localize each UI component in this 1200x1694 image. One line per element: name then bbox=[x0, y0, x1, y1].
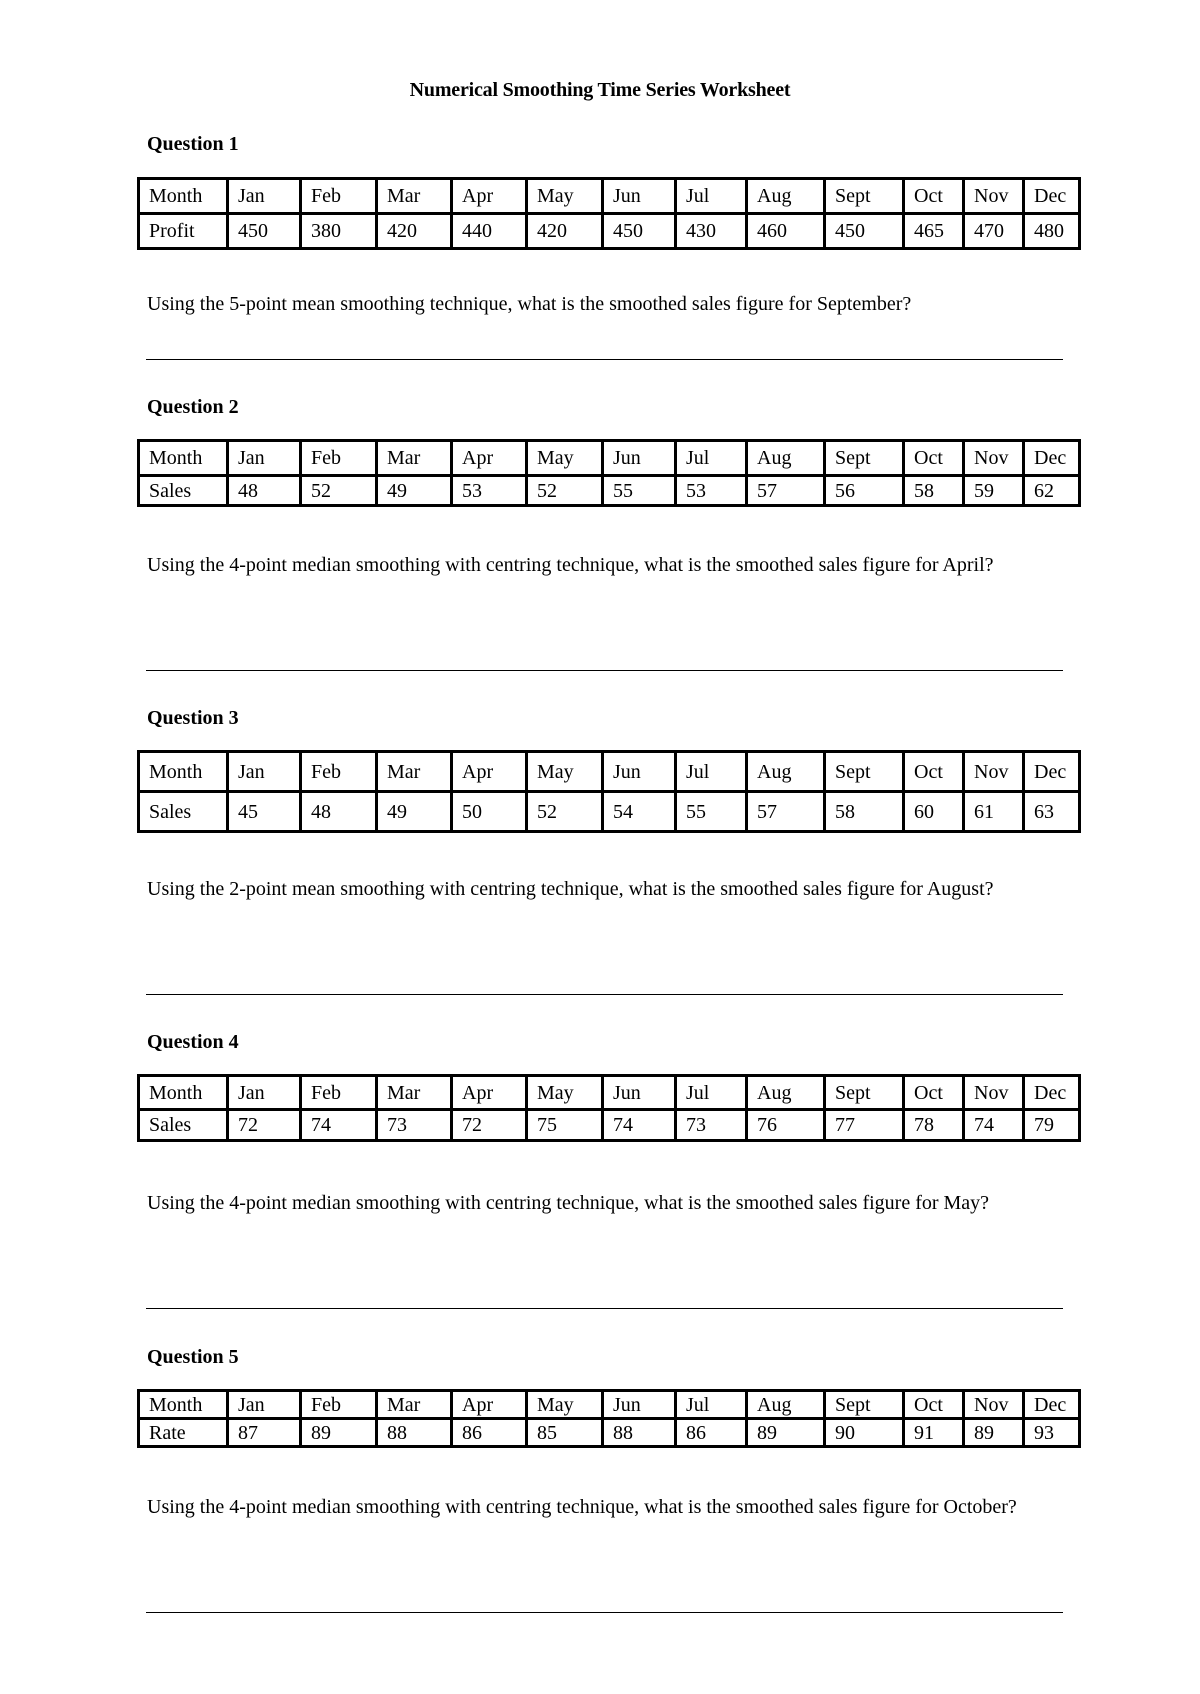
value-row bbox=[139, 214, 1080, 249]
month-cell: Mar bbox=[377, 441, 452, 476]
data-table bbox=[137, 1389, 1081, 1448]
question-heading: Question 1 bbox=[147, 133, 239, 155]
question-heading: Question 3 bbox=[147, 707, 239, 729]
value-cell: 77 bbox=[825, 1110, 904, 1141]
value-cell: 57 bbox=[747, 476, 825, 506]
value-cell: 88 bbox=[377, 1419, 452, 1447]
value-cell: 79 bbox=[1024, 1110, 1080, 1141]
question-heading: Question 4 bbox=[147, 1031, 239, 1053]
month-cell: Sept bbox=[825, 1076, 904, 1110]
value-cell: 420 bbox=[527, 214, 603, 249]
month-cell: Feb bbox=[301, 441, 377, 476]
value-cell: 53 bbox=[676, 476, 747, 506]
value-cell: 45 bbox=[228, 792, 301, 832]
row-label-cell: Sales bbox=[139, 1110, 228, 1141]
month-cell: Jul bbox=[676, 752, 747, 792]
value-cell: 59 bbox=[964, 476, 1024, 506]
month-header-row bbox=[139, 1076, 1080, 1110]
value-cell: 63 bbox=[1024, 792, 1080, 832]
month-cell: Apr bbox=[452, 1391, 527, 1419]
month-cell: Sept bbox=[825, 1391, 904, 1419]
month-cell: Aug bbox=[747, 752, 825, 792]
answer-line[interactable] bbox=[146, 1308, 1063, 1309]
month-header-row bbox=[139, 752, 1080, 792]
question-prompt: Using the 4-point median smoothing with centring technique, what is the smoothed sales figure for May? bbox=[147, 1192, 990, 1214]
value-cell: 86 bbox=[676, 1419, 747, 1447]
question-prompt: Using the 4-point median smoothing with centring technique, what is the smoothed sales figure for April? bbox=[147, 554, 994, 576]
month-cell: Nov bbox=[964, 752, 1024, 792]
month-cell: Jun bbox=[603, 441, 676, 476]
value-cell: 54 bbox=[603, 792, 676, 832]
month-cell: Oct bbox=[904, 441, 964, 476]
month-cell: Feb bbox=[301, 179, 377, 214]
value-cell: 85 bbox=[527, 1419, 603, 1447]
value-cell: 62 bbox=[1024, 476, 1080, 506]
month-cell: Sept bbox=[825, 752, 904, 792]
question-heading: Question 2 bbox=[147, 396, 239, 418]
value-cell: 88 bbox=[603, 1419, 676, 1447]
month-cell: Oct bbox=[904, 1391, 964, 1419]
month-cell: Mar bbox=[377, 1391, 452, 1419]
value-cell: 55 bbox=[603, 476, 676, 506]
value-cell: 89 bbox=[747, 1419, 825, 1447]
value-cell: 91 bbox=[904, 1419, 964, 1447]
month-cell: Sept bbox=[825, 179, 904, 214]
value-cell: 470 bbox=[964, 214, 1024, 249]
row-label-cell: Sales bbox=[139, 792, 228, 832]
value-cell: 49 bbox=[377, 476, 452, 506]
value-cell: 60 bbox=[904, 792, 964, 832]
month-cell: May bbox=[527, 1076, 603, 1110]
row-label-cell: Rate bbox=[139, 1419, 228, 1447]
value-row bbox=[139, 1419, 1080, 1447]
value-cell: 56 bbox=[825, 476, 904, 506]
month-cell: May bbox=[527, 441, 603, 476]
month-cell: Dec bbox=[1024, 1391, 1080, 1419]
month-cell: Aug bbox=[747, 1076, 825, 1110]
value-cell: 89 bbox=[301, 1419, 377, 1447]
value-cell: 465 bbox=[904, 214, 964, 249]
month-cell: Dec bbox=[1024, 752, 1080, 792]
question-heading: Question 5 bbox=[147, 1346, 239, 1368]
question-prompt: Using the 5-point mean smoothing technique, what is the smoothed sales figure for September? bbox=[147, 293, 912, 315]
value-cell: 73 bbox=[676, 1110, 747, 1141]
month-cell: Nov bbox=[964, 441, 1024, 476]
month-cell: Mar bbox=[377, 179, 452, 214]
month-header-row bbox=[139, 441, 1080, 476]
month-cell: Apr bbox=[452, 752, 527, 792]
value-cell: 86 bbox=[452, 1419, 527, 1447]
value-cell: 61 bbox=[964, 792, 1024, 832]
value-cell: 460 bbox=[747, 214, 825, 249]
data-table bbox=[137, 177, 1081, 250]
value-cell: 450 bbox=[228, 214, 301, 249]
month-cell: Oct bbox=[904, 179, 964, 214]
question-prompt: Using the 4-point median smoothing with centring technique, what is the smoothed sales figure for October? bbox=[147, 1496, 1017, 1518]
data-table bbox=[137, 439, 1081, 507]
month-cell: Aug bbox=[747, 441, 825, 476]
month-cell: Nov bbox=[964, 179, 1024, 214]
question-prompt: Using the 2-point mean smoothing with centring technique, what is the smoothed sales figure for August? bbox=[147, 878, 994, 900]
month-cell: May bbox=[527, 1391, 603, 1419]
value-row bbox=[139, 1110, 1080, 1141]
month-cell: Mar bbox=[377, 752, 452, 792]
value-cell: 87 bbox=[228, 1419, 301, 1447]
month-cell: Dec bbox=[1024, 1076, 1080, 1110]
value-cell: 49 bbox=[377, 792, 452, 832]
row-label-cell: Month bbox=[139, 752, 228, 792]
month-cell: Jul bbox=[676, 441, 747, 476]
value-cell: 50 bbox=[452, 792, 527, 832]
month-cell: Jul bbox=[676, 1076, 747, 1110]
value-cell: 380 bbox=[301, 214, 377, 249]
value-cell: 420 bbox=[377, 214, 452, 249]
month-cell: Feb bbox=[301, 1391, 377, 1419]
month-cell: Jul bbox=[676, 179, 747, 214]
month-cell: Mar bbox=[377, 1076, 452, 1110]
value-cell: 48 bbox=[228, 476, 301, 506]
month-cell: Jul bbox=[676, 1391, 747, 1419]
month-cell: Aug bbox=[747, 1391, 825, 1419]
value-cell: 74 bbox=[964, 1110, 1024, 1141]
value-cell: 450 bbox=[603, 214, 676, 249]
month-cell: Sept bbox=[825, 441, 904, 476]
value-cell: 74 bbox=[301, 1110, 377, 1141]
month-cell: Jun bbox=[603, 752, 676, 792]
month-cell: Feb bbox=[301, 1076, 377, 1110]
value-cell: 430 bbox=[676, 214, 747, 249]
data-table bbox=[137, 1074, 1081, 1142]
month-cell: Oct bbox=[904, 752, 964, 792]
value-cell: 58 bbox=[825, 792, 904, 832]
value-cell: 55 bbox=[676, 792, 747, 832]
month-cell: Jun bbox=[603, 179, 676, 214]
value-cell: 48 bbox=[301, 792, 377, 832]
month-cell: Dec bbox=[1024, 179, 1080, 214]
value-cell: 72 bbox=[228, 1110, 301, 1141]
row-label-cell: Month bbox=[139, 179, 228, 214]
month-cell: Jun bbox=[603, 1391, 676, 1419]
month-cell: Oct bbox=[904, 1076, 964, 1110]
value-cell: 52 bbox=[301, 476, 377, 506]
answer-line[interactable] bbox=[146, 1612, 1063, 1613]
value-cell: 76 bbox=[747, 1110, 825, 1141]
value-cell: 480 bbox=[1024, 214, 1080, 249]
row-label-cell: Sales bbox=[139, 476, 228, 506]
row-label-cell: Month bbox=[139, 1076, 228, 1110]
value-cell: 75 bbox=[527, 1110, 603, 1141]
month-cell: May bbox=[527, 179, 603, 214]
month-cell: May bbox=[527, 752, 603, 792]
month-cell: Nov bbox=[964, 1076, 1024, 1110]
month-cell: Apr bbox=[452, 179, 527, 214]
worksheet-title: Numerical Smoothing Time Series Worksheet bbox=[409, 79, 791, 101]
answer-line[interactable] bbox=[146, 670, 1063, 671]
month-cell: Jan bbox=[228, 179, 301, 214]
value-cell: 440 bbox=[452, 214, 527, 249]
month-cell: Feb bbox=[301, 752, 377, 792]
value-row bbox=[139, 792, 1080, 832]
value-cell: 73 bbox=[377, 1110, 452, 1141]
month-cell: Apr bbox=[452, 441, 527, 476]
month-cell: Jan bbox=[228, 1391, 301, 1419]
month-cell: Jan bbox=[228, 1076, 301, 1110]
month-cell: Nov bbox=[964, 1391, 1024, 1419]
value-cell: 90 bbox=[825, 1419, 904, 1447]
month-cell: Dec bbox=[1024, 441, 1080, 476]
row-label-cell: Month bbox=[139, 441, 228, 476]
value-cell: 78 bbox=[904, 1110, 964, 1141]
month-header-row bbox=[139, 1391, 1080, 1419]
month-cell: Aug bbox=[747, 179, 825, 214]
value-cell: 89 bbox=[964, 1419, 1024, 1447]
value-cell: 57 bbox=[747, 792, 825, 832]
value-cell: 72 bbox=[452, 1110, 527, 1141]
value-cell: 53 bbox=[452, 476, 527, 506]
value-cell: 450 bbox=[825, 214, 904, 249]
month-cell: Apr bbox=[452, 1076, 527, 1110]
value-cell: 52 bbox=[527, 476, 603, 506]
row-label-cell: Month bbox=[139, 1391, 228, 1419]
month-cell: Jan bbox=[228, 752, 301, 792]
month-cell: Jun bbox=[603, 1076, 676, 1110]
value-cell: 52 bbox=[527, 792, 603, 832]
answer-line[interactable] bbox=[146, 359, 1063, 360]
value-cell: 93 bbox=[1024, 1419, 1080, 1447]
value-cell: 74 bbox=[603, 1110, 676, 1141]
data-table bbox=[137, 750, 1081, 833]
row-label-cell: Profit bbox=[139, 214, 228, 249]
value-row bbox=[139, 476, 1080, 506]
answer-line[interactable] bbox=[146, 994, 1063, 995]
month-cell: Jan bbox=[228, 441, 301, 476]
month-header-row bbox=[139, 179, 1080, 214]
value-cell: 58 bbox=[904, 476, 964, 506]
